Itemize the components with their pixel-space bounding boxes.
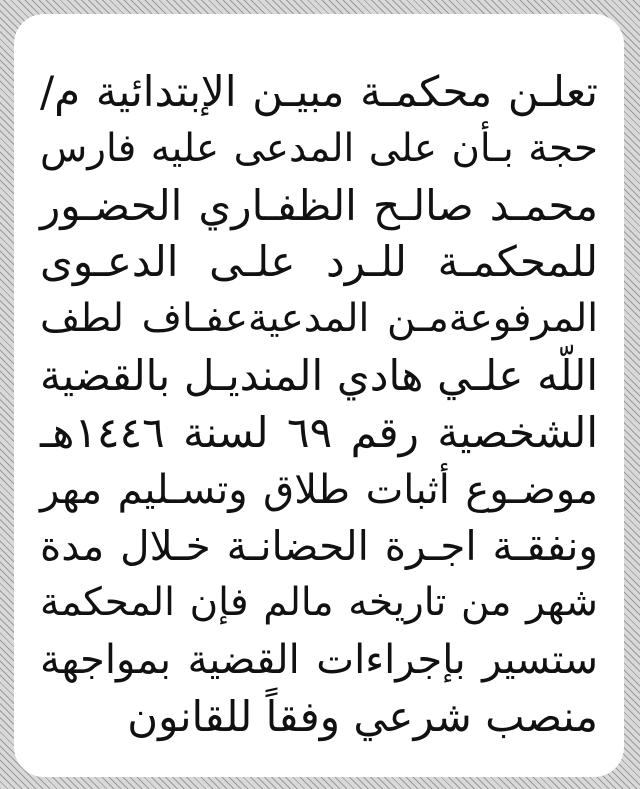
notice-line: موضـوع أثبات طلاق وتسـليم مهر: [40, 466, 598, 513]
notice-panel: [14, 14, 624, 777]
notice-line: منصب شرعي وفقاً للقانون: [127, 691, 598, 741]
notice-line: ستسير بإجراءات القضية بمواجهة: [40, 636, 598, 683]
notice-line: اللّه علـي هادي المنديـل بالقضية: [40, 350, 598, 400]
notice-line: ونفقـة اجـرة الحضانـة خـلال مدة: [40, 522, 598, 571]
court-notice-text: [40, 64, 598, 746]
notice-line: شهر من تاريخه مالم فإن المحكمة: [40, 580, 598, 626]
notice-line: الشخصية رقم ٦٩ لسنة ١٤٤٦هـ: [40, 407, 598, 457]
notice-line: حجة بـأن على المدعى عليه فارس: [40, 125, 598, 171]
notice-line: المرفوعةمـن المدعيةعفـاف لطف: [40, 296, 598, 342]
notice-line: تعلـن محكمـة مبيـن الإبتدائية م/: [40, 67, 598, 116]
notice-line: للمحكمـة للـرد علـى الدعـوى: [40, 237, 598, 287]
notice-line: محمـد صالـح الظفـاري الحضـور: [40, 180, 598, 230]
